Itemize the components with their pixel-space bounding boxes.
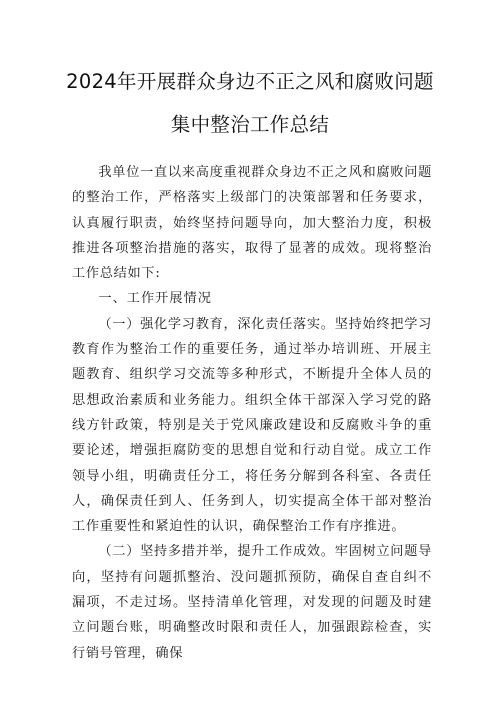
document-title-line-2: 集中整治工作总结 xyxy=(170,113,330,136)
intro-paragraph: 我单位一直以来高度重视群众身边不正之风和腐败问题的整治工作，严格落实上级部门的决策部署和任务要求，认真履行职责，始终坚持问题导向，加大整治力度，积极推进各项整治措施的落实，取得了显著的成效。现将整治工作总结如下: xyxy=(72,165,432,282)
document-body xyxy=(72,160,432,666)
paragraph-2: （二）坚持多措并举，提升工作成效。牢固树立问题导向，坚持有问题抓整治、没问题抓预防，确保自查自纠不漏项，不走过场。坚持清单化管理，对发现的问题及时建立问题台账，明确整改时限和责任人，加强跟踪检查，实行销号管理，确保 xyxy=(72,544,432,661)
document-title-line-1: 2024年开展群众身边不正之风和腐败问题 xyxy=(66,70,434,93)
section-heading: 一、工作开展情况 xyxy=(98,291,212,307)
paragraph-1: （一）强化学习教育，深化责任落实。坚持始终把学习教育作为整治工作的重要任务，通过举办培训班、开展主题教育、组织学习交流等多种形式，不断提升全体人员的思想政治素质和业务能力。组织全体干部深入学习党的路线方针政策，特别是关于党风廉政建设和反腐败斗争的重要论述，增强拒腐防变的思想自觉和行动自觉。成立工作领导小组，明确责任分工，将任务分解到各科室、各责任人，确保责任到人、任务到人，切实提高全体干部对整治工作重要性和紧迫性的认识，确保整治工作有序推进。 xyxy=(72,316,432,535)
